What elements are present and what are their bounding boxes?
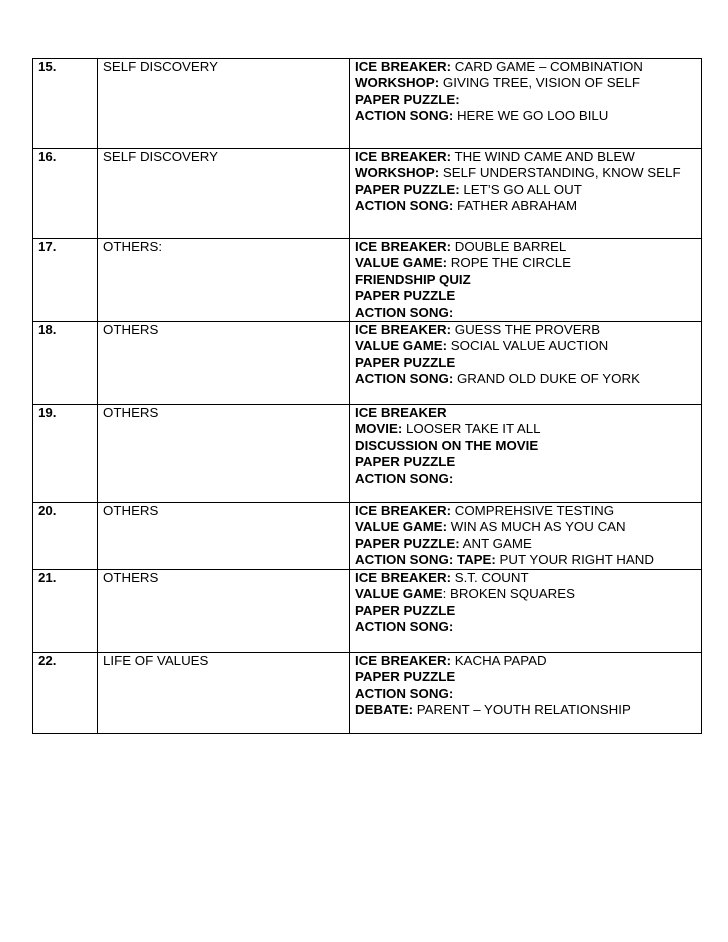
activity-label: PAPER PUZZLE [355, 354, 456, 370]
activity-label: PAPER PUZZLE [355, 288, 456, 304]
activity-line [355, 239, 696, 255]
activity-line [355, 338, 696, 354]
session-number: 17. [33, 239, 98, 322]
session-activities [350, 59, 702, 149]
session-activities [350, 503, 702, 570]
activity-value: WIN AS MUCH AS YOU CAN [447, 519, 626, 535]
activity-label: ACTION SONG: [355, 108, 454, 124]
session-topic: SELF DISCOVERY [98, 149, 350, 239]
session-topic: SELF DISCOVERY [98, 59, 350, 149]
activity-value: GIVING TREE, VISION OF SELF [439, 75, 640, 91]
session-number: 18. [33, 322, 98, 405]
activity-line [355, 355, 696, 371]
activity-value: LET’S GO ALL OUT [459, 181, 582, 197]
activity-label: ACTION SONG: TAPE: [355, 552, 496, 568]
activity-label: ACTION SONG: [355, 685, 454, 701]
activity-label: VALUE GAME: [355, 338, 448, 354]
activity-line [355, 570, 696, 586]
activity-label: VALUE GAME: [355, 519, 448, 535]
activity-line [355, 552, 696, 568]
session-activities [350, 570, 702, 653]
activity-line [355, 108, 696, 124]
table-row [33, 503, 702, 570]
session-number: 21. [33, 570, 98, 653]
activity-label: WORKSHOP: [355, 165, 440, 181]
session-number: 22. [33, 653, 98, 734]
activity-label: VALUE GAME: [355, 255, 448, 271]
activity-label: ICE BREAKER: [355, 149, 452, 164]
activity-value: PARENT – YOUTH RELATIONSHIP [413, 702, 631, 718]
activity-label: PAPER PUZZLE [355, 602, 456, 618]
activity-line [355, 92, 696, 108]
activity-value: GUESS THE PROVERB [451, 322, 601, 338]
activity-line [355, 438, 696, 454]
session-number: 19. [33, 405, 98, 503]
activity-value: LOOSER TAKE IT ALL [402, 421, 541, 437]
activity-line [355, 519, 696, 535]
activity-label: PAPER PUZZLE [355, 454, 456, 470]
activity-label: ICE BREAKER: [355, 239, 452, 254]
activity-value: FATHER ABRAHAM [453, 198, 578, 214]
activity-line [355, 686, 696, 702]
session-topic: OTHERS [98, 322, 350, 405]
activity-label: DEBATE: [355, 702, 414, 718]
session-topic: OTHERS [98, 503, 350, 570]
activity-label: PAPER PUZZLE [355, 669, 456, 685]
activity-label: ACTION SONG: [355, 619, 454, 635]
activity-line [355, 669, 696, 685]
activity-line [355, 322, 696, 338]
activity-label: PAPER PUZZLE: [355, 181, 460, 197]
activity-value: THE WIND CAME AND BLEW [451, 149, 635, 164]
table-row [33, 570, 702, 653]
activity-line [355, 702, 696, 718]
activity-label: ICE BREAKER: [355, 322, 452, 338]
activity-line [355, 305, 696, 321]
table-row [33, 239, 702, 322]
session-number: 16. [33, 149, 98, 239]
activity-line [355, 288, 696, 304]
activity-line [355, 149, 696, 165]
activity-line [355, 503, 696, 519]
activity-value: ANT GAME [459, 535, 532, 551]
activity-value: : BROKEN SQUARES [442, 586, 575, 602]
table-row [33, 322, 702, 405]
activity-line [355, 454, 696, 470]
activity-value: SOCIAL VALUE AUCTION [447, 338, 609, 354]
activity-label: ACTION SONG: [355, 304, 454, 320]
activity-line [355, 619, 696, 635]
table-row [33, 653, 702, 734]
session-activities [350, 149, 702, 239]
activity-label: WORKSHOP: [355, 75, 440, 91]
activity-value: ROPE THE CIRCLE [447, 255, 571, 271]
activity-label: DISCUSSION ON THE MOVIE [355, 437, 539, 453]
activity-label: ICE BREAKER: [355, 653, 452, 669]
activity-line [355, 421, 696, 437]
activity-label: ICE BREAKER [355, 405, 447, 421]
activity-value: KACHA PAPAD [451, 653, 547, 669]
session-activities [350, 322, 702, 405]
activity-line [355, 603, 696, 619]
activity-line [355, 653, 696, 669]
activity-value: DOUBLE BARREL [451, 239, 567, 254]
table-row [33, 149, 702, 239]
activity-label: ICE BREAKER: [355, 503, 452, 519]
activity-label: PAPER PUZZLE: [355, 535, 460, 551]
activity-line [355, 405, 696, 421]
activity-label: MOVIE: [355, 421, 403, 437]
activity-label: ICE BREAKER: [355, 570, 452, 586]
session-topic: LIFE OF VALUES [98, 653, 350, 734]
activity-label: FRIENDSHIP QUIZ [355, 271, 471, 287]
activity-label: VALUE GAME [355, 586, 443, 602]
activity-line [355, 255, 696, 271]
activity-line [355, 536, 696, 552]
activity-line [355, 165, 696, 181]
activity-value: SELF UNDERSTANDING, KNOW SELF [439, 165, 681, 181]
activity-value: HERE WE GO LOO BILU [453, 108, 609, 124]
activity-label: ACTION SONG: [355, 371, 454, 387]
session-activities [350, 239, 702, 322]
activity-label: PAPER PUZZLE: [355, 91, 460, 107]
session-topic: OTHERS [98, 405, 350, 503]
activity-label: ACTION SONG: [355, 470, 454, 486]
activity-line [355, 75, 696, 91]
activity-value: PUT YOUR RIGHT HAND [495, 552, 654, 568]
session-topic: OTHERS [98, 570, 350, 653]
session-number: 15. [33, 59, 98, 149]
session-topic: OTHERS: [98, 239, 350, 322]
activity-label: ICE BREAKER: [355, 59, 452, 74]
table-row [33, 59, 702, 149]
activity-line [355, 182, 696, 198]
activity-value: CARD GAME – COMBINATION [451, 59, 643, 74]
activity-value: COMPREHSIVE TESTING [451, 503, 615, 519]
activities-table [32, 58, 702, 734]
activity-line [355, 471, 696, 487]
activity-line [355, 272, 696, 288]
activity-label: ACTION SONG: [355, 198, 454, 214]
activity-line [355, 198, 696, 214]
table-row [33, 405, 702, 503]
session-activities [350, 405, 702, 503]
activity-line [355, 59, 696, 75]
activity-value: GRAND OLD DUKE OF YORK [453, 371, 640, 387]
session-number: 20. [33, 503, 98, 570]
activity-value: S.T. COUNT [451, 570, 529, 586]
session-activities [350, 653, 702, 734]
activity-line [355, 586, 696, 602]
activity-line [355, 371, 696, 387]
activities-table-body [33, 59, 702, 734]
